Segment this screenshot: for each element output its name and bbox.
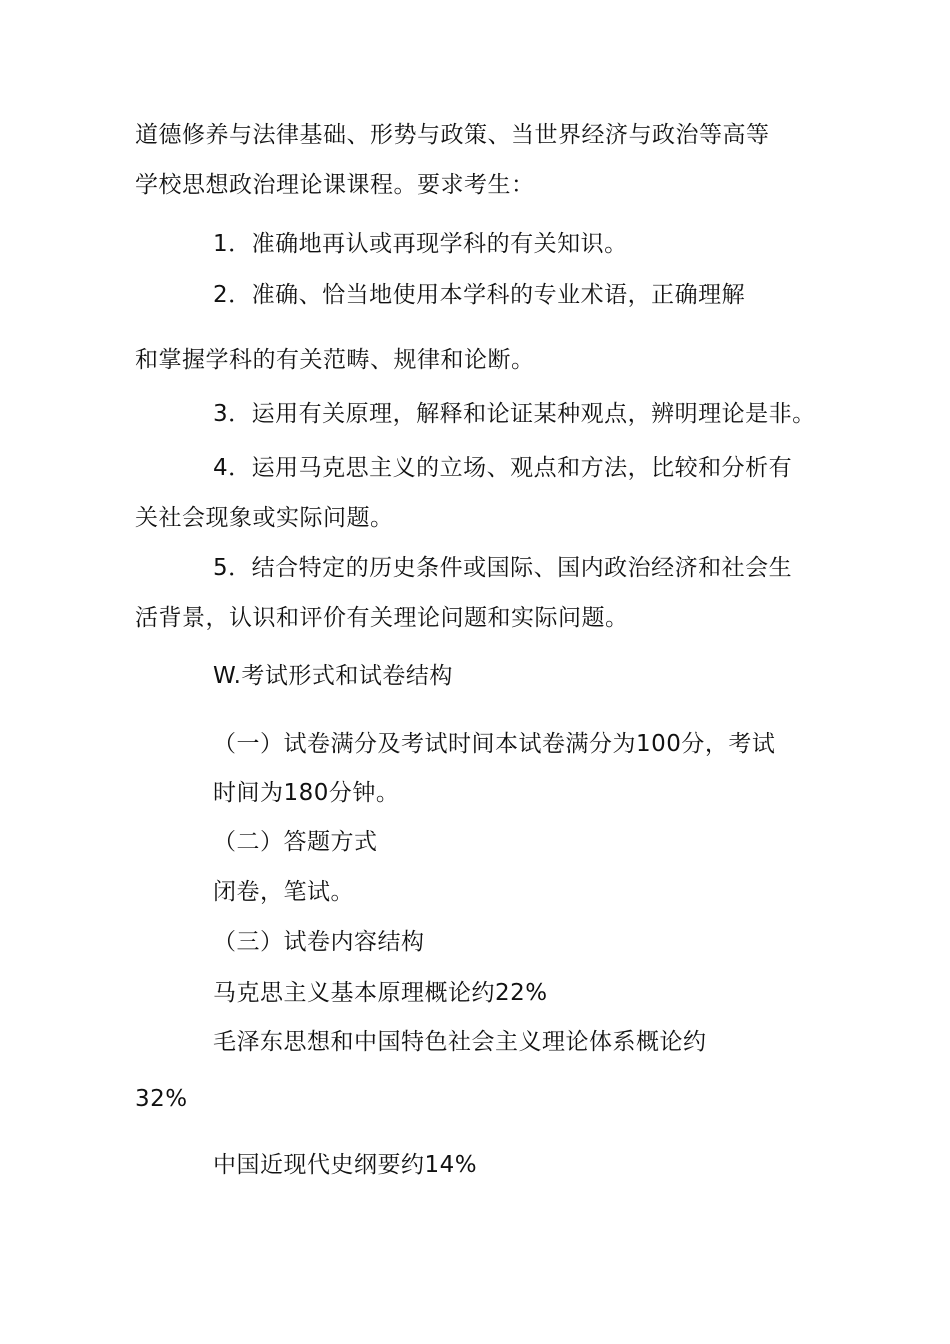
subheading: （二）答题方式 <box>213 829 378 855</box>
list-item-1: 1．准确地再认或再现学科的有关知识。 <box>213 231 628 257</box>
paragraph-line: 中国近现代史纲要约14% <box>213 1152 478 1178</box>
paragraph-line: 时间为180分钟。 <box>213 780 400 806</box>
paragraph-line: 闭卷，笔试。 <box>213 879 354 905</box>
paragraph-line: 32% <box>135 1086 188 1112</box>
subheading: （三）试卷内容结构 <box>213 929 425 955</box>
list-item-5: 5．结合特定的历史条件或国际、国内政治经济和社会生 <box>213 555 793 581</box>
paragraph-line: 活背景，认识和评价有关理论问题和实际问题。 <box>135 605 629 631</box>
paragraph-line: 和掌握学科的有关范畴、规律和论断。 <box>135 347 535 373</box>
paragraph-line: 关社会现象或实际问题。 <box>135 505 394 531</box>
paragraph-line: 毛泽东思想和中国特色社会主义理论体系概论约 <box>213 1029 707 1055</box>
paragraph-line: 道德修养与法律基础、形势与政策、当世界经济与政治等高等 <box>135 122 770 148</box>
list-item-3: 3．运用有关原理，解释和论证某种观点，辨明理论是非。 <box>213 401 816 427</box>
section-heading: W.考试形式和试卷结构 <box>213 663 453 689</box>
paragraph-line: 马克思主义基本原理概论约22% <box>213 980 548 1006</box>
list-item-2: 2．准确、恰当地使用本学科的专业术语，正确理解 <box>213 282 746 308</box>
paragraph-line: 学校思想政治理论课课程。要求考生： <box>135 172 535 198</box>
paragraph-line: （一）试卷满分及考试时间本试卷满分为100分，考试 <box>213 731 776 757</box>
list-item-4: 4．运用马克思主义的立场、观点和方法，比较和分析有 <box>213 455 793 481</box>
